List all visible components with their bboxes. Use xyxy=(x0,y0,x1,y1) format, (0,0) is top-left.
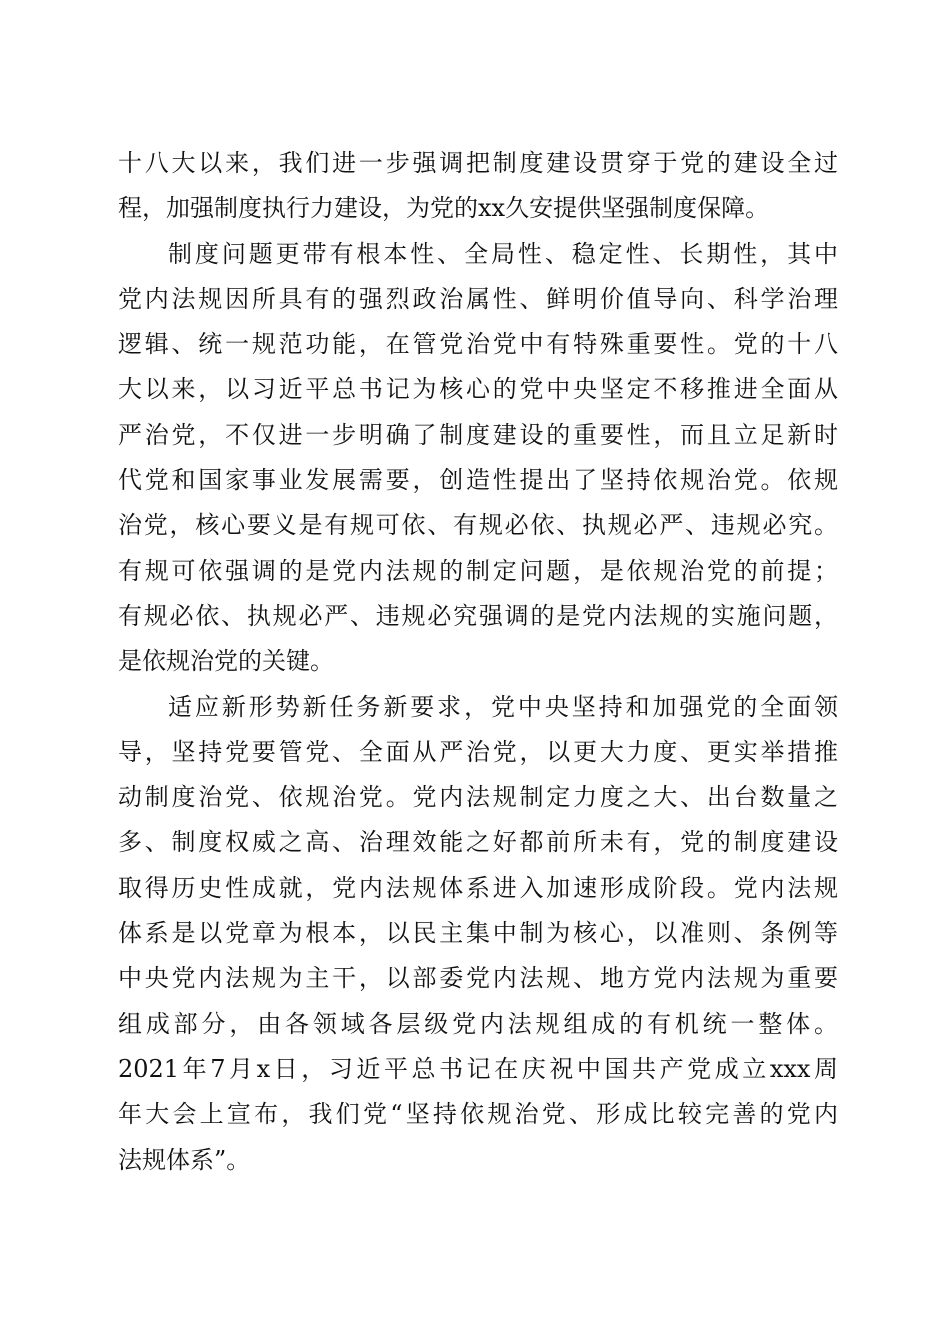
paragraph-2-line-9: 有规必依、执规必严、违规必究强调的是党内法规的实施问题， xyxy=(118,601,838,630)
paragraph-3-line-10: 年大会上宣布，我们党“坚持依规治党、形成比较完善的党内 xyxy=(118,1100,838,1129)
paragraph-2-line-7: 治党，核心要义是有规可依、有规必依、执规必严、违规必究。 xyxy=(118,511,838,540)
paragraph-3-line-11: 法规体系”。 xyxy=(118,1145,251,1174)
document-body xyxy=(118,141,838,1183)
paragraph-1-line-2: 程，加强制度执行力建设，为党的xx久安提供坚强制度保障。 xyxy=(118,194,770,223)
paragraph-2-line-8: 有规可依强调的是党内法规的制定问题，是依规治党的前提； xyxy=(118,556,838,585)
paragraph-2-line-10: 是依规治党的关键。 xyxy=(118,647,334,676)
paragraph-2-line-2: 党内法规因所具有的强烈政治属性、鲜明价值导向、科学治理 xyxy=(118,284,838,313)
paragraph-3-line-9: 2021年7月x日，习近平总书记在庆祝中国共产党成立xxx周 xyxy=(118,1054,838,1083)
paragraph-3-line-7: 中央党内法规为主干，以部委党内法规、地方党内法规为重要 xyxy=(118,964,838,993)
paragraph-3-line-8: 组成部分，由各领域各层级党内法规组成的有机统一整体。 xyxy=(118,1009,838,1038)
paragraph-3-line-3: 动制度治党、依规治党。党内法规制定力度之大、出台数量之 xyxy=(118,783,838,812)
paragraph-3-line-6: 体系是以党章为根本，以民主集中制为核心，以准则、条例等 xyxy=(118,919,838,948)
paragraph-2-line-1: 制度问题更带有根本性、全局性、稳定性、长期性，其中 xyxy=(168,239,838,268)
paragraph-2-line-5: 严治党，不仅进一步明确了制度建设的重要性，而且立足新时 xyxy=(118,420,838,449)
paragraph-3-line-1: 适应新形势新任务新要求，党中央坚持和加强党的全面领 xyxy=(168,692,838,721)
paragraph-2-line-3: 逻辑、统一规范功能，在管党治党中有特殊重要性。党的十八 xyxy=(118,330,838,359)
paragraph-2-line-6: 代党和国家事业发展需要，创造性提出了坚持依规治党。依规 xyxy=(118,466,838,495)
paragraph-3-line-4: 多、制度权威之高、治理效能之好都前所未有，党的制度建设 xyxy=(118,828,838,857)
paragraph-3-line-5: 取得历史性成就，党内法规体系进入加速形成阶段。党内法规 xyxy=(118,873,838,902)
paragraph-2-line-4: 大以来，以习近平总书记为核心的党中央坚定不移推进全面从 xyxy=(118,375,838,404)
paragraph-3-line-2: 导，坚持党要管党、全面从严治党，以更大力度、更实举措推 xyxy=(118,737,838,766)
paragraph-1-line-1: 十八大以来，我们进一步强调把制度建设贯穿于党的建设全过 xyxy=(118,149,838,177)
